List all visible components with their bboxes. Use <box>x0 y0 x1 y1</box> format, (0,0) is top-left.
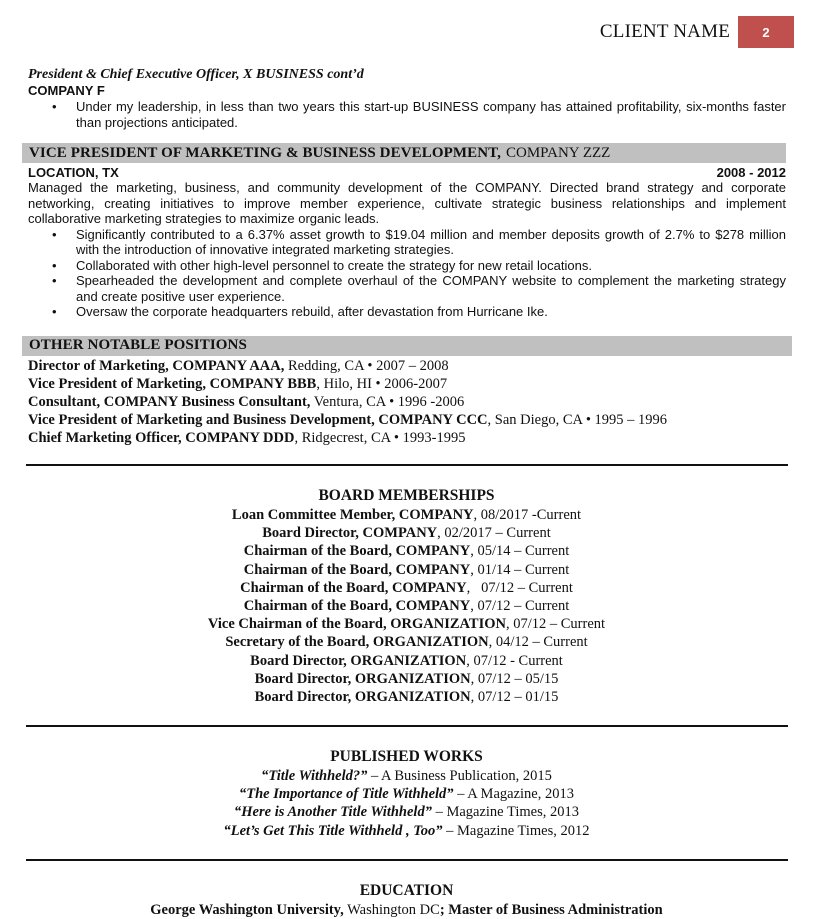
location: LOCATION, TX <box>28 165 119 180</box>
publication-line: “Here is Another Title Withheld” – Magazine Times, 2013 <box>234 804 579 821</box>
company-f-label: COMPANY F <box>28 83 105 98</box>
position-line: Vice President of Marketing, COMPANY BBB, Hilo, HI • 2006-2007 <box>28 375 448 392</box>
divider-rule <box>26 464 788 466</box>
position-line: Consultant, COMPANY Business Consultant, Ventura, CA • 1996 -2006 <box>28 393 465 410</box>
client-name: CLIENT NAME <box>599 21 730 42</box>
company-f-bullets <box>28 99 786 130</box>
section-title: OTHER NOTABLE POSITIONS <box>29 337 247 353</box>
section-heading: BOARD MEMBERSHIPS <box>318 487 495 504</box>
board-line: Board Director, ORGANIZATION, 07/12 - Current <box>250 652 563 669</box>
section-bar-other-positions <box>22 336 792 356</box>
publication-line: “Title Withheld?” – A Business Publication, 2015 <box>261 768 552 784</box>
bullet-item: • Under my leadership, in less than two years this start-up BUSINESS company has attained profitability, six-months faster than projections anticipated. <box>76 99 786 130</box>
board-line: Board Director, ORGANIZATION, 07/12 – 05/15 <box>254 670 559 687</box>
board-line: Chairman of the Board, COMPANY, 07/12 – Current <box>243 598 570 615</box>
vp-marketing-bullets <box>28 227 786 320</box>
section-bar-vp-marketing <box>22 143 786 163</box>
resume-body <box>28 66 786 448</box>
publication-line: “Let’s Get This Title Withheld , Too” – Magazine Times, 2012 <box>223 822 590 839</box>
publication-line: “The Importance of Title Withheld” – A Magazine, 2013 <box>239 786 574 803</box>
section-heading: PUBLISHED WORKS <box>330 748 483 765</box>
role-summary: Managed the marketing, business, and community development of the COMPANY. Directed brand strategy and corporate networking, creating initiatives to improve member experience, cultivate strategic business relationships and implement collaborative marketing strategies to maximize organic leads. <box>28 180 786 226</box>
board-line: Board Director, ORGANIZATION, 07/12 – 01/15 <box>254 689 559 706</box>
continued-role-title: President & Chief Executive Officer, X BUSINESS cont’d <box>28 67 364 82</box>
other-positions-list <box>28 357 786 448</box>
date-range: 2008 - 2012 <box>716 165 786 180</box>
section-title: VICE PRESIDENT OF MARKETING & BUSINESS DEVELOPMENT, <box>29 144 501 161</box>
page-header <box>600 16 794 48</box>
bullet-item: • Oversaw the corporate headquarters rebuild, after devastation from Hurricane Ike. <box>76 304 786 320</box>
board-line: Chairman of the Board, COMPANY, 01/14 – Current <box>243 561 570 578</box>
divider-rule <box>26 725 788 727</box>
education-line: George Washington University, Washington DC; Master of Business Administration <box>150 902 663 918</box>
board-line: Board Director, COMPANY, 02/2017 – Current <box>262 525 551 542</box>
bullet-item: • Spearheaded the development and complete overhaul of the COMPANY website to complement the marketing strategy and create positive user experience. <box>76 273 786 304</box>
section-heading: EDUCATION <box>359 882 454 899</box>
bullet-item: • Significantly contributed to a 6.37% asset growth to $19.04 million and member deposits growth of 2.7% to $278 million with the introduction of innovative integrated marketing strategies. <box>76 227 786 258</box>
board-memberships-section <box>0 486 813 706</box>
education-section <box>0 881 813 919</box>
location-row <box>28 165 786 180</box>
board-line: Chairman of the Board, COMPANY, 07/12 – Current <box>240 579 573 596</box>
position-line: Director of Marketing, COMPANY AAA, Redding, CA • 2007 – 2008 <box>28 357 449 374</box>
board-line: Chairman of the Board, COMPANY, 05/14 – Current <box>243 543 570 560</box>
board-line: Loan Committee Member, COMPANY, 08/2017 -Current <box>231 507 582 523</box>
bullet-item: • Collaborated with other high-level personnel to create the strategy for new retail locations. <box>76 258 786 274</box>
board-line: Vice Chairman of the Board, ORGANIZATION, 07/12 – Current <box>207 616 606 633</box>
published-works-section <box>0 747 813 840</box>
page-number-badge: 2 <box>738 16 794 48</box>
position-line: Chief Marketing Officer, COMPANY DDD, Ridgecrest, CA • 1993-1995 <box>28 430 466 447</box>
position-line: Vice President of Marketing and Business Development, COMPANY CCC, San Diego, CA • 1995 – 1996 <box>28 412 668 429</box>
board-line: Secretary of the Board, ORGANIZATION, 04/12 – Current <box>225 634 588 651</box>
divider-rule <box>26 859 788 861</box>
section-company: COMPANY ZZZ <box>505 144 611 161</box>
